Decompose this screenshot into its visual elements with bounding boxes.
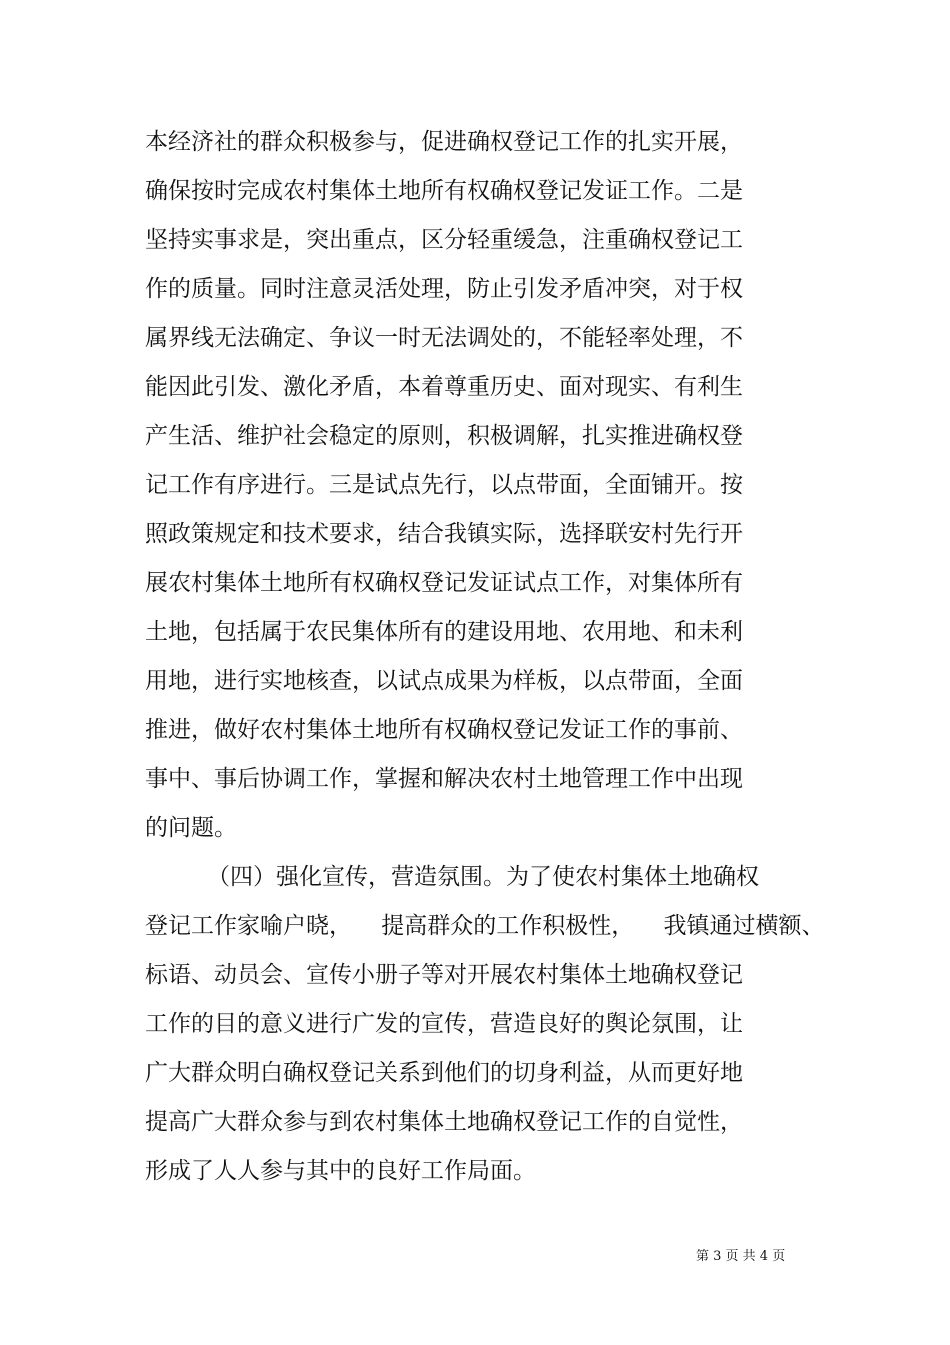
text-line: 用地，进行实地核查，以试点成果为样板，以点带面，全面: [145, 668, 743, 694]
text-line: 提高广大群众参与到农村集体土地确权登记工作的自觉性，: [145, 1109, 743, 1135]
text-line: 照政策规定和技术要求，结合我镇实际，选择联安村先行开: [145, 521, 743, 547]
body-text: [145, 118, 835, 1196]
text-line: 事中、事后协调工作，掌握和解决农村土地管理工作中出现: [145, 766, 743, 792]
text-line: 属界线无法确定、争议一时无法调处的，不能轻率处理，不: [145, 325, 743, 351]
text-line: 确保按时完成农村集体土地所有权确权登记发证工作。二是: [145, 178, 743, 204]
text-line: 展农村集体土地所有权确权登记发证试点工作，对集体所有: [145, 570, 743, 596]
text-line: 的问题。: [145, 815, 237, 841]
text-line: 能因此引发、激化矛盾，本着尊重历史、面对现实、有利生: [145, 374, 743, 400]
page-number-footer: 第 3 页 共 4 页: [696, 1249, 786, 1264]
text-line: 土地，包括属于农民集体所有的建设用地、农用地、和未利: [145, 619, 743, 645]
text-line: 产生活、维护社会稳定的原则，积极调解，扎实推进确权登: [145, 423, 743, 449]
text-line: 推进，做好农村集体土地所有权确权登记发证工作的事前、: [145, 717, 743, 743]
paragraph-start-line: （四）强化宣传，营造氛围。为了使农村集体土地确权: [207, 864, 759, 890]
text-line: 作的质量。同时注意灵活处理，防止引发矛盾冲突，对于权: [145, 276, 743, 302]
text-line: 形成了人人参与其中的良好工作局面。: [145, 1158, 536, 1184]
text-line: 坚持实事求是，突出重点，区分轻重缓急，注重确权登记工: [145, 227, 743, 253]
text-line: 记工作有序进行。三是试点先行，以点带面，全面铺开。按: [145, 472, 743, 498]
text-line: 登记工作家喻户晓， 提高群众的工作积极性， 我镇通过横额、: [145, 913, 825, 939]
text-line: 标语、动员会、宣传小册子等对开展农村集体土地确权登记: [145, 962, 743, 988]
text-line: 工作的目的意义进行广发的宣传，营造良好的舆论氛围，让: [145, 1011, 743, 1037]
text-line: 本经济社的群众积极参与，促进确权登记工作的扎实开展，: [145, 129, 743, 155]
text-line: 广大群众明白确权登记关系到他们的切身利益，从而更好地: [145, 1060, 743, 1086]
